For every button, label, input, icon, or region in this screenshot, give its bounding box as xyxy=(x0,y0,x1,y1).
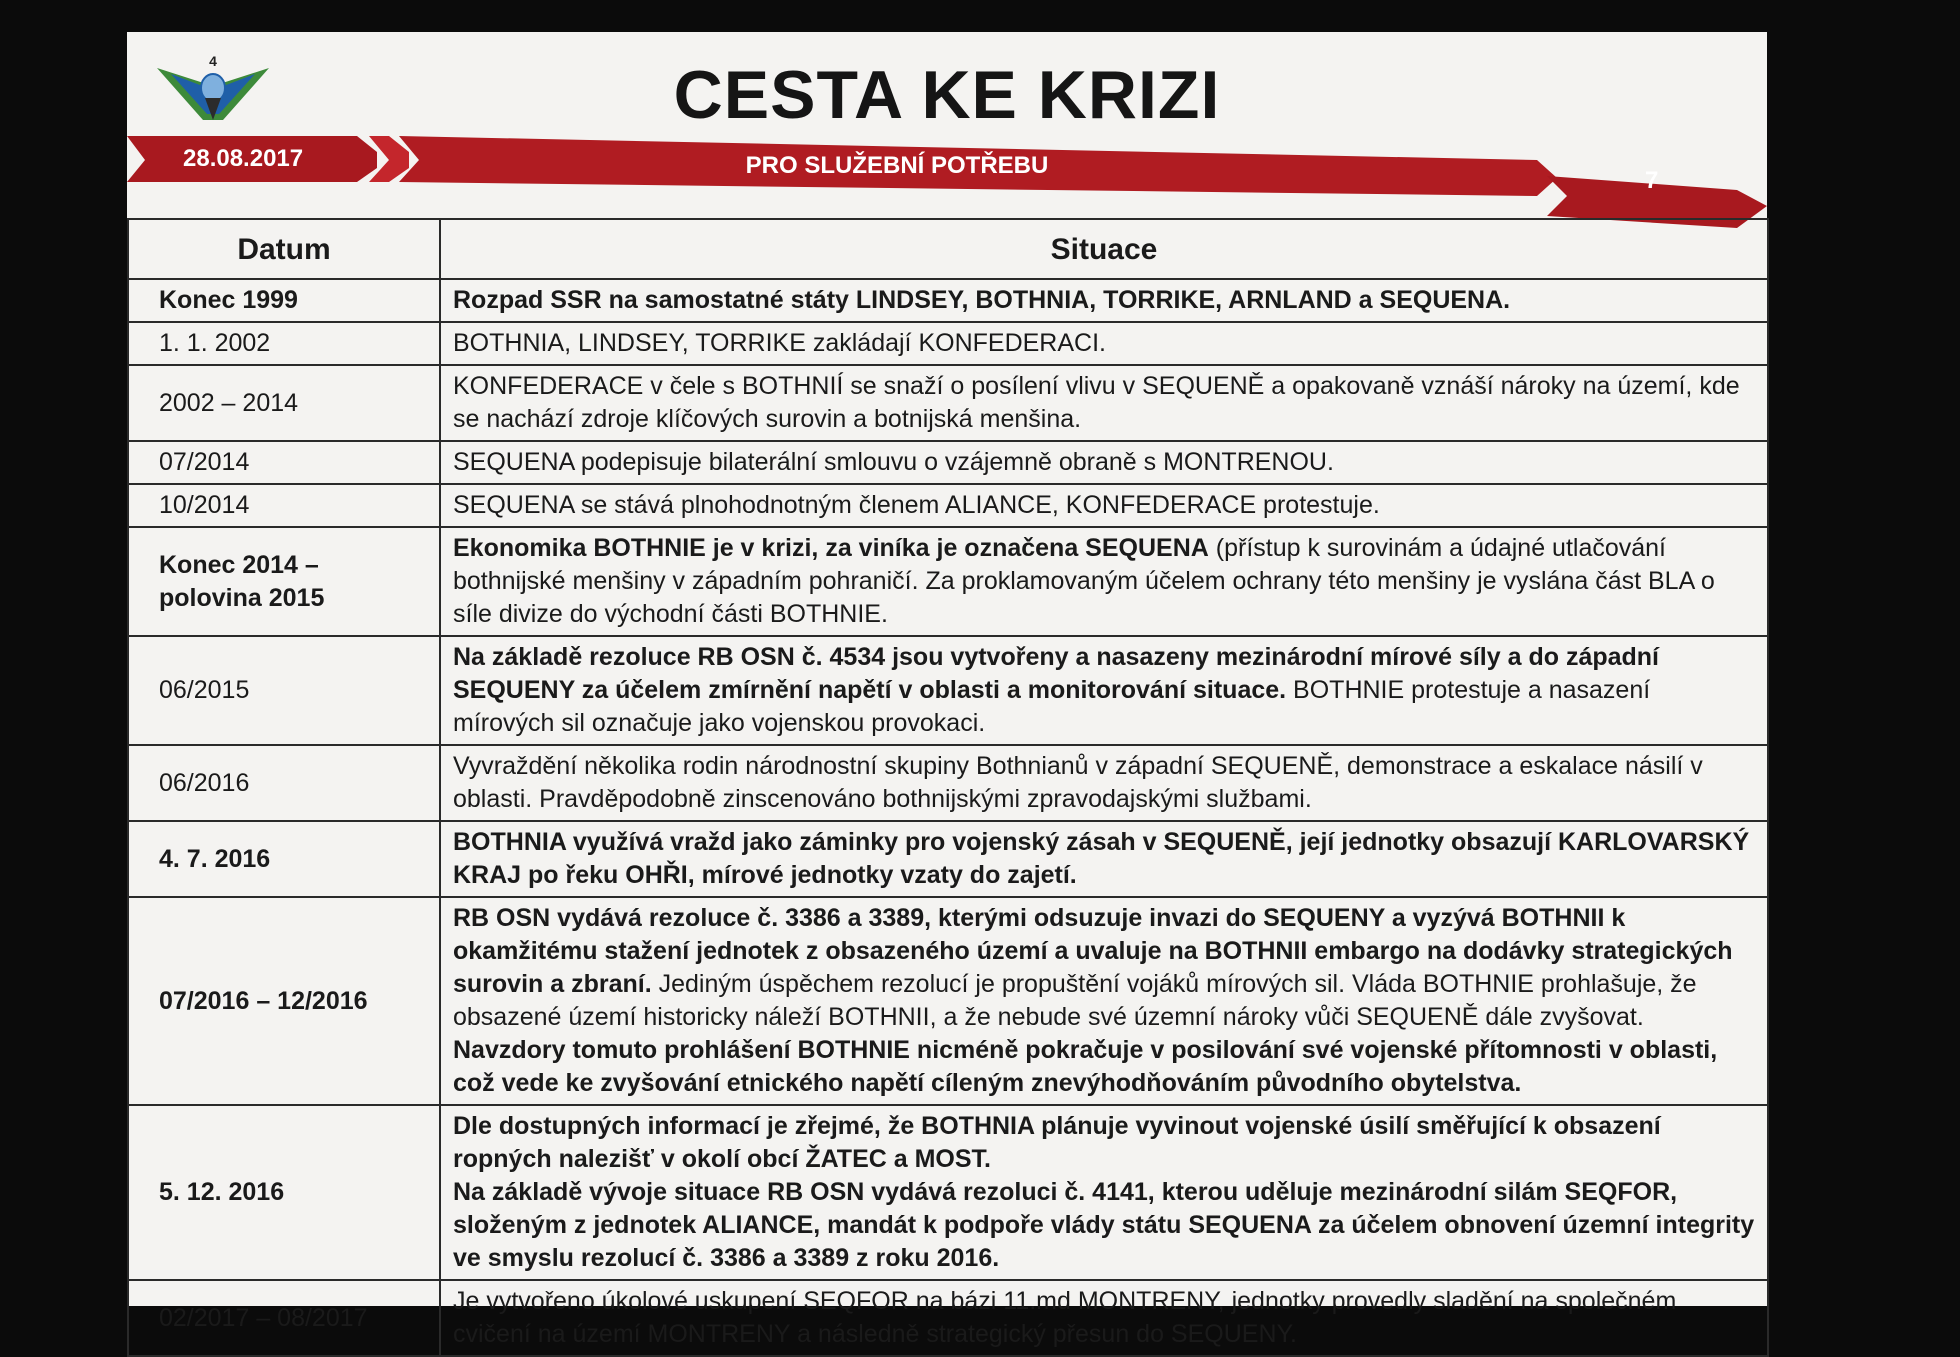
situation-text: SEQUENA podepisuje bilaterální smlouvu o vzájemně obraně s MONTRENOU. xyxy=(453,448,1334,476)
table-row xyxy=(128,322,1768,365)
row-situation xyxy=(440,897,1768,1105)
situation-text: BOTHNIA, LINDSEY, TORRIKE zakládají KONFEDERACI. xyxy=(453,329,1106,357)
situation-text: Je vytvořeno úkolové uskupení SEQFOR na bázi 11.md MONTRENY, jednotky provedly sladění na společném cvičení na území MONTRENY a následně strategický přesun do SEQUENY. xyxy=(453,1287,1677,1348)
presentation-slide xyxy=(127,32,1767,1348)
row-situation xyxy=(440,279,1768,322)
situation-text: Navzdory tomuto prohlášení BOTHNIE nicméně pokračuje v posilování své vojenské přítomnosti v oblasti, což vede ke zvyšování etnického napětí cíleným znevýhodňováním původního obytelstva. xyxy=(453,1036,1718,1097)
table-header-row xyxy=(128,219,1768,279)
row-date: 1. 1. 2002 xyxy=(128,322,440,365)
situation-text: BOTHNIA využívá vražd jako záminky pro vojenský zásah v SEQUENĚ, její jednotky obsazují KARLOVARSKÝ KRAJ po řeku OHŘI, mírové jednotky vzaty do zajetí. xyxy=(453,828,1750,889)
situation-text: Jediným úspěchem rezolucí je propuštění vojáků mírových sil. Vláda BOTHNIE prohlašuje, že obsazené území historicky náleží BOTHNII, a že nebude své územní nároky vůči SEQUENĚ dále zvyšovat. xyxy=(453,970,1697,1031)
table-row xyxy=(128,745,1768,821)
row-date: 5. 12. 2016 xyxy=(128,1105,440,1280)
situation-text: (přístup k surovinám a údajné utlačování bothnijské menšiny v západním pohraničí. Za proklamovaným účelem ochrany této menšiny je vyslána část BLA o síle divize do východní části BOTHNIE. xyxy=(453,534,1715,628)
timeline-table xyxy=(127,218,1769,1357)
row-date: 07/2016 – 12/2016 xyxy=(128,897,440,1105)
situation-text: Na základě vývoje situace RB OSN vydává rezoluci č. 4141, kterou uděluje mezinárodní silám SEQFOR, složeným z jednotek ALIANCE, mandát k podpoře vlády státu SEQUENA za účelem obnovení územní integrity ve smyslu rezolucí č. 3386 a 3389 z roku 2016. xyxy=(453,1178,1755,1272)
situation-paragraph xyxy=(453,1176,1755,1275)
situation-text: KONFEDERACE v čele s BOTHNIÍ se snaží o posílení vlivu v SEQUENĚ a opakovaně vznáší nároky na území, kde se nachází zdroje klíčových surovin a botnijská menšina. xyxy=(453,372,1740,433)
situation-text: BOTHNIE protestuje a nasazení mírových sil označuje jako vojenskou provokaci. xyxy=(453,676,1651,737)
table-row xyxy=(128,636,1768,745)
row-date: Konec 2014 – polovina 2015 xyxy=(128,527,440,636)
row-situation xyxy=(440,441,1768,484)
situation-text: Dle dostupných informací je zřejmé, že BOTHNIA plánuje vyvinout vojenské úsilí směřující k obsazení ropných nalezišť v okolí obcí ŽATEC a MOST. xyxy=(453,1112,1661,1173)
table-row xyxy=(128,897,1768,1105)
row-date: 2002 – 2014 xyxy=(128,365,440,441)
row-situation xyxy=(440,1280,1768,1356)
table-row xyxy=(128,365,1768,441)
table-row xyxy=(128,441,1768,484)
table-row xyxy=(128,279,1768,322)
situation-text: Ekonomika BOTHNIE je v krizi, za viníka je označena SEQUENA xyxy=(453,534,1209,562)
situation-text: Vyvraždění několika rodin národnostní skupiny Bothnianů v západní SEQUENĚ, demonstrace a eskalace násilí v oblasti. Pravděpodobně zinscenováno bothnijskými zpravodajskými službami. xyxy=(453,752,1703,813)
row-date: 06/2015 xyxy=(128,636,440,745)
page-number: 7 xyxy=(1645,167,1659,194)
row-situation xyxy=(440,365,1768,441)
column-header-datum: Datum xyxy=(128,219,440,279)
classification-label: PRO SLUŽEBNÍ POTŘEBU xyxy=(745,152,1049,179)
slide-date: 28.08.2017 xyxy=(183,145,304,172)
table-row xyxy=(128,821,1768,897)
row-date: 06/2016 xyxy=(128,745,440,821)
row-date: 4. 7. 2016 xyxy=(128,821,440,897)
row-situation xyxy=(440,821,1768,897)
row-date: 02/2017 – 08/2017 xyxy=(128,1280,440,1356)
slide-title: CESTA KE KRIZI xyxy=(673,57,1221,133)
row-date: 07/2014 xyxy=(128,441,440,484)
table-row xyxy=(128,1105,1768,1280)
table-row xyxy=(128,484,1768,527)
row-date: 10/2014 xyxy=(128,484,440,527)
row-situation xyxy=(440,1105,1768,1280)
table-row xyxy=(128,1280,1768,1356)
row-situation xyxy=(440,527,1768,636)
emblem-number: 4 xyxy=(209,53,217,69)
row-situation xyxy=(440,636,1768,745)
situation-paragraph xyxy=(453,1034,1755,1100)
situation-paragraph xyxy=(453,902,1755,1034)
situation-text: RB OSN vydává rezoluce č. 3386 a 3389, kterými odsuzuje invazi do SEQUENY a vyzývá BOTHNII k okamžitému stažení jednotek z obsazeného území a uvaluje na BOTHNII embargo na dodávky strategických surovin a zbraní. xyxy=(453,904,1733,998)
table-row xyxy=(128,527,1768,636)
column-header-situace: Situace xyxy=(440,219,1768,279)
row-situation xyxy=(440,484,1768,527)
row-situation xyxy=(440,745,1768,821)
situation-text: Na základě rezoluce RB OSN č. 4534 jsou vytvořeny a nasazeny mezinárodní mírové síly a do západní SEQUENY za účelem zmírnění napětí v oblasti a monitorování situace. xyxy=(453,643,1660,704)
situation-text: Rozpad SSR na samostatné státy LINDSEY, BOTHNIA, TORRIKE, ARNLAND a SEQUENA. xyxy=(453,286,1511,314)
row-situation xyxy=(440,322,1768,365)
situation-text: SEQUENA se stává plnohodnotným členem ALIANCE, KONFEDERACE protestuje. xyxy=(453,491,1380,519)
row-date: Konec 1999 xyxy=(128,279,440,322)
situation-paragraph xyxy=(453,1110,1755,1176)
